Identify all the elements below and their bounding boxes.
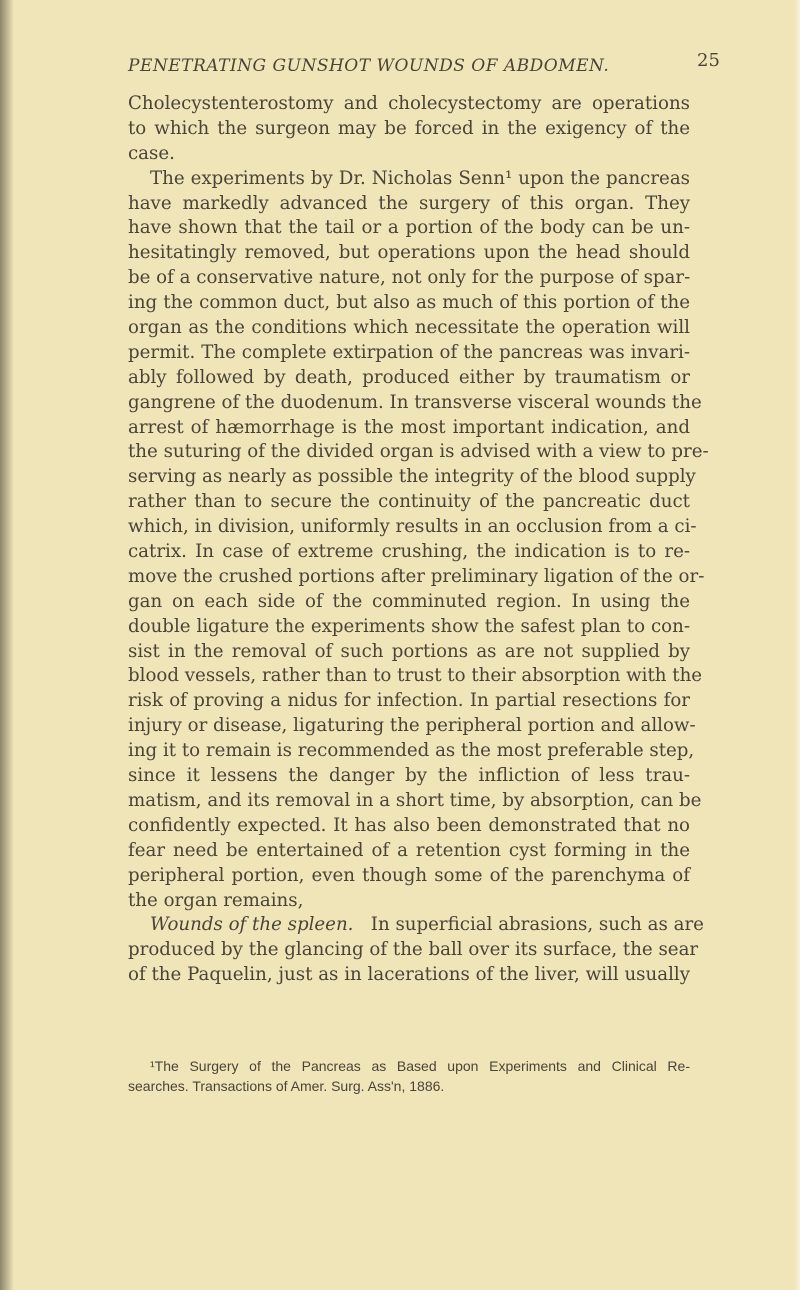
text-line: arrest of hæmorrhage is the most important indication, and xyxy=(128,416,690,438)
text-line: the suturing of the divided organ is advised with a view to pre- xyxy=(128,441,709,463)
text-line: double ligature the experiments show the safest plan to con- xyxy=(128,615,690,637)
text-span: In superficial abrasions, such as are xyxy=(370,914,704,936)
text-line: move the crushed portions after preliminary ligation of the or- xyxy=(128,565,705,587)
text-line: risk of proving a nidus for infection. In partial resections for xyxy=(128,690,690,712)
text-line: have shown that the tail or a portion of the body can be un- xyxy=(128,217,690,239)
text-line: gan on each side of the comminuted region. In using the xyxy=(128,590,690,612)
text-line: fear need be entertained of a retention cyst forming in the xyxy=(128,839,690,861)
text-line: blood vessels, rather than to trust to their absorption with the xyxy=(128,665,703,687)
text-line: produced by the glancing of the ball over its surface, the sear xyxy=(128,939,699,961)
text-line: peripheral portion, even though some of the parenchyma of xyxy=(128,864,690,886)
text-line: confidently expected. It has also been demonstrated that no xyxy=(128,814,690,836)
text-line: ing the common duct, but also as much of this portion of the xyxy=(128,292,690,314)
text-line: The experiments by Dr. Nicholas Senn¹ upon the pancreas xyxy=(150,167,690,189)
text-line: ably followed by death, produced either by traumatism or xyxy=(128,366,690,388)
text-line: case. xyxy=(128,142,175,164)
text-line: gangrene of the duodenum. In transverse visceral wounds the xyxy=(128,391,702,413)
text-line: organ as the conditions which necessitate the operation will xyxy=(128,317,690,339)
text-line: catrix. In case of extreme crushing, the indication is to re- xyxy=(128,541,690,563)
text-line: matism, and its removal in a short time, by absorption, can be xyxy=(128,789,702,811)
page-number: 25 xyxy=(697,50,720,71)
running-title: PENETRATING GUNSHOT WOUNDS OF ABDOMEN. xyxy=(128,56,610,76)
text-line: which, in division, uniformly results in an occlusion from a ci- xyxy=(128,516,697,538)
text-line: the organ remains, xyxy=(128,889,304,911)
spleen-section-first-line xyxy=(128,913,704,938)
text-line: serving as nearly as possible the integrity of the blood supply xyxy=(128,466,696,488)
text-line: have markedly advanced the surgery of this organ. They xyxy=(128,192,690,214)
text-line: Cholecystenterostomy and cholecystectomy are operations xyxy=(128,93,690,114)
body-text xyxy=(128,92,709,988)
text-line: since it lessens the danger by the infliction of less trau- xyxy=(128,765,690,787)
text-line: of the Paquelin, just as in lacerations of the liver, will usually xyxy=(128,964,690,986)
text-line: sist in the removal of such portions as are not supplied by xyxy=(128,640,690,662)
footnote-line: searches. Transactions of Amer. Surg. Ass'n, 1886. xyxy=(128,1078,445,1094)
text-line: be of a conservative nature, not only for the purpose of spar- xyxy=(128,267,691,289)
section-heading: Wounds of the spleen. xyxy=(150,914,354,936)
text-line: to which the surgeon may be forced in the exigency of the xyxy=(128,117,690,139)
text-line: hesitatingly removed, but operations upon the head should xyxy=(128,242,690,264)
footnote-line: ¹The Surgery of the Pancreas as Based upon Experiments and Clinical Re- xyxy=(150,1058,690,1074)
page-edge xyxy=(794,0,800,1290)
book-spine-shadow xyxy=(0,0,14,1290)
text-line: rather than to secure the continuity of the pancreatic duct xyxy=(128,491,690,513)
text-line: injury or disease, ligaturing the peripheral portion and allow- xyxy=(128,715,696,737)
footnote xyxy=(128,1056,690,1096)
text-line: permit. The complete extirpation of the pancreas was invari- xyxy=(128,341,690,363)
text-line: ing it to remain is recommended as the most preferable step, xyxy=(128,740,695,762)
